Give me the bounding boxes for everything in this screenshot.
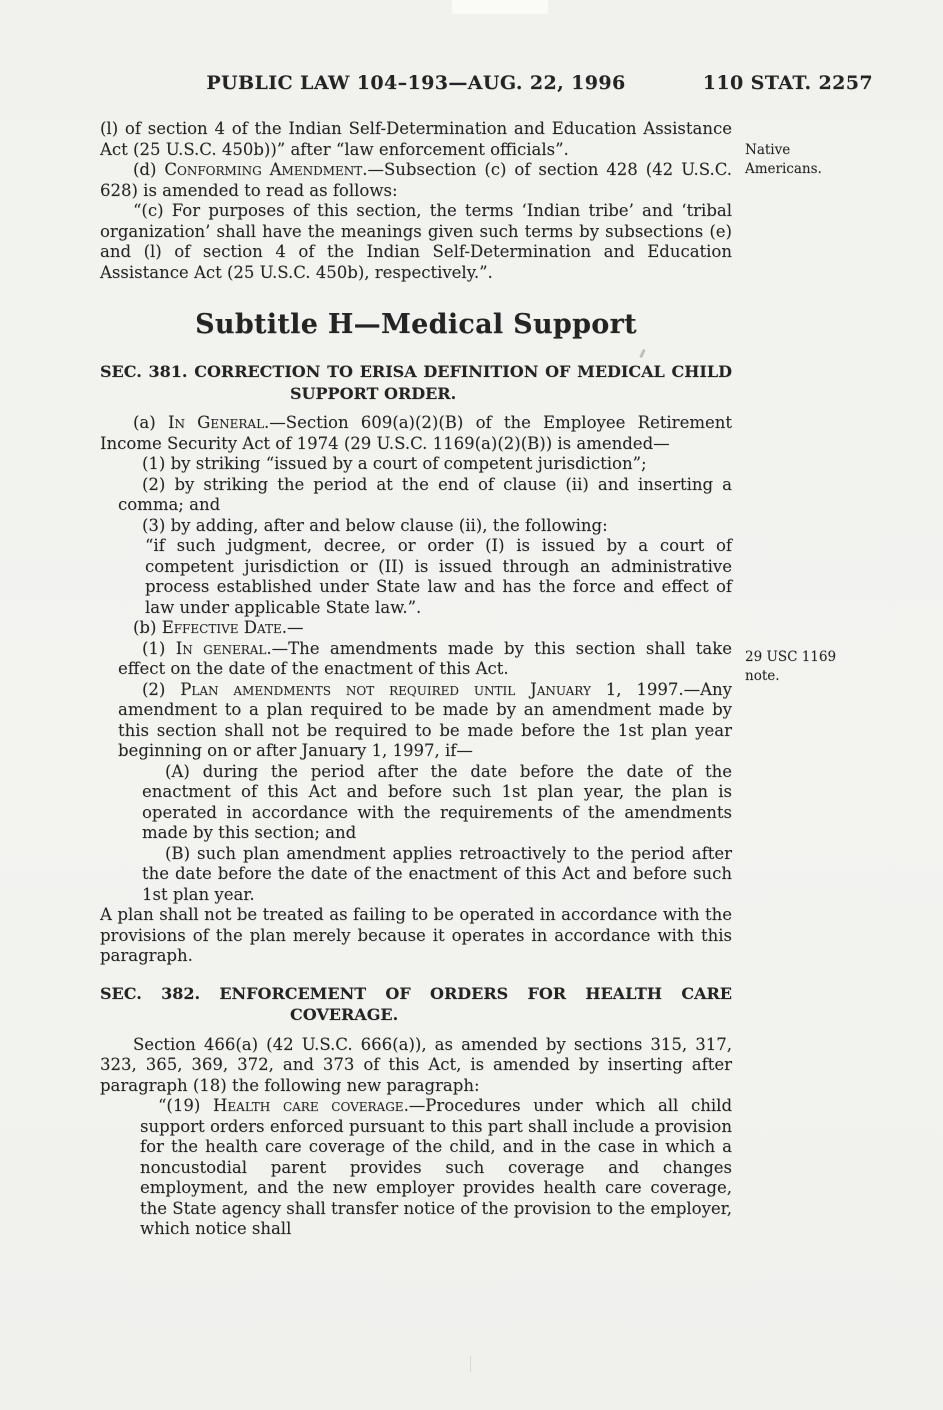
clause-1: (1) by striking “issued by a court of competent jurisdiction”;	[142, 454, 647, 473]
paragraph-b1-in-general: (1) In general.—The amendments made by this section shall take effect on the date of the enactment of this Act.	[118, 638, 732, 678]
paragraph-sec466: Section 466(a) (42 U.S.C. 666(a)), as amended by sections 315, 317, 323, 365, 369, 372, and 373 of this Act, is amended by inserting after paragraph (18) the following new paragraph:	[100, 1034, 732, 1095]
running-head-stat: 110 STAT. 2257	[702, 72, 873, 94]
section-heading-382: SEC. 382. ENFORCEMENT OF ORDERS FOR HEALTH CARE COVERAGE.	[100, 983, 732, 1024]
margin-note-native-americans: Native Americans.	[745, 142, 822, 177]
paragraph-flush-closing: A plan shall not be treated as failing to be operated in accordance with the provisions of the plan merely because it operates in accordance with this paragraph.	[100, 905, 732, 965]
paragraph-b2-plan-amendments: (2) Plan amendments not required until January 1, 1997.—Any amendment to a plan required to be made by an amendment made by this section shall not be required to be made before the 1st plan year beginning on or after January 1, 1997, if—	[118, 679, 732, 760]
paragraph-continuation: (l) of section 4 of the Indian Self-Determination and Education Assistance Act (25 U.S.C. 450b))” after “law enforcement officials”.	[100, 119, 732, 159]
margin-note-29-usc-1169: 29 USC 1169 note.	[745, 649, 837, 684]
clause-3: (3) by adding, after and below clause (ii), the following:	[142, 515, 608, 535]
section-heading-381: SEC. 381. CORRECTION TO ERISA DEFINITION OF MEDICAL CHILD SUPPORT ORDER.	[100, 362, 732, 403]
subclause-A: (A) during the period after the date before the date of the enactment of this Act and before such 1st plan year, the plan is operated in accordance with the requirements of the amendments made by this section; and	[142, 761, 732, 842]
paragraph-19-health-care-coverage: “(19) Health care coverage.—Procedures under which all child support orders enforced pursuant to this part shall include a provision for the health care coverage of the child, and in the case in which a noncustodial parent provides such coverage and changes employment, and the new employer provides health care coverage, the State agency shall transfer notice of the provision to the employer, which notice shall	[140, 1096, 733, 1238]
quoted-block: “if such judgment, decree, or order (I) is issued by a court of competent jurisdiction or (II) is issued through an administrative process established under State law and has the force and effect of law under applicable State law.”.	[145, 536, 732, 617]
clause-2: (2) by striking the period at the end of clause (ii) and inserting a comma; and	[118, 474, 732, 514]
document-body	[100, 119, 732, 1240]
scan-artifact	[452, 0, 548, 14]
paragraph-d-conforming-amendment: (d) Conforming Amendment.—Subsection (c) of section 428 (42 U.S.C. 628) is amended to read as follows:	[100, 160, 732, 200]
paragraph-c-quoted-text: “(c) For purposes of this section, the terms ‘Indian tribe’ and ‘tribal organization’ shall have the meanings given such terms by subsections (e) and (l) of section 4 of the Indian Self-Determination and Education Assistance Act (25 U.S.C. 450b), respectively.”.	[100, 201, 732, 282]
running-head-title: PUBLIC LAW 104–193—AUG. 22, 1996	[206, 72, 626, 94]
paragraph-b-effective-date: (b) Effective Date.—	[133, 618, 304, 637]
paragraph-a-in-general: (a) In General.—Section 609(a)(2)(B) of the Employee Retirement Income Security Act of 1974 (29 U.S.C. 1169(a)(2)(B)) is amended—	[100, 413, 732, 453]
subtitle-heading: Subtitle H—Medical Support	[195, 309, 637, 340]
subclause-B: (B) such plan amendment applies retroactively to the period after the date before the date of the enactment of this Act and before such 1st plan year.	[142, 843, 732, 904]
scan-artifact	[470, 1356, 471, 1372]
